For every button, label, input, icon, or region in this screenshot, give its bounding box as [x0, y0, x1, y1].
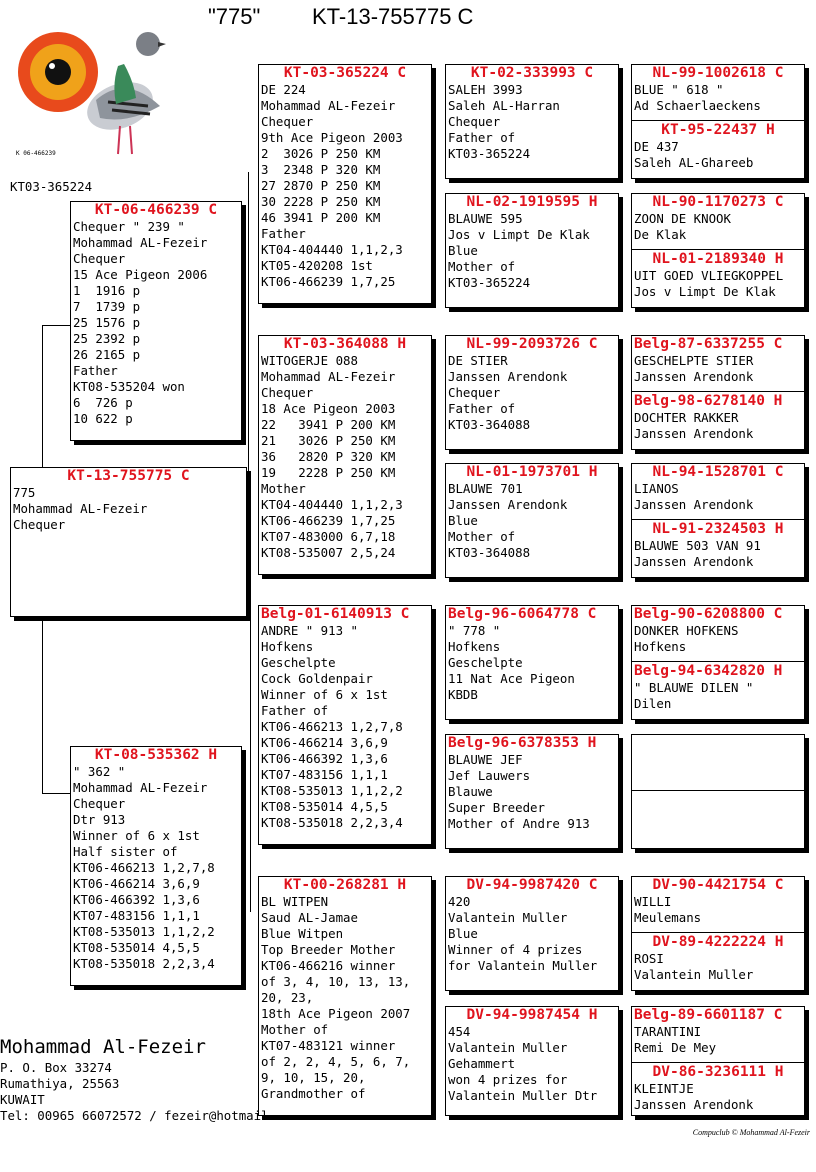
dam-line: Half sister of — [73, 844, 178, 859]
footer-credit: Compuclub © Mohammad Al-Fezeir — [692, 1128, 810, 1137]
g4-ring: NL-01-2189340 H — [652, 251, 784, 267]
g4-pair-box — [631, 335, 805, 450]
sd-line: 22 3941 P 200 KM — [261, 417, 396, 432]
g4-ring: NL-94-1528701 C — [652, 464, 784, 480]
g4-line: Saleh AL-Ghareeb — [634, 155, 754, 170]
g4-line: Dilen — [634, 696, 672, 711]
g4-ring: Belg-94-6342820 H — [634, 663, 783, 679]
ss-line: Chequer — [261, 114, 314, 129]
dam-line: KT08-535014 4,5,5 — [73, 940, 200, 955]
ddd-line: Valantein Muller Dtr — [448, 1088, 598, 1103]
sds-ring: NL-99-2093726 C — [466, 336, 598, 352]
g4-line: DOCHTER RAKKER — [634, 410, 739, 425]
pigeon-beak — [158, 42, 166, 47]
ss-line: 3 2348 P 320 KM — [261, 162, 381, 177]
dsd-ring: Belg-96-6378353 H — [448, 735, 597, 751]
ssd-line: BLAUWE 595 — [448, 211, 523, 226]
dd-pedigree-box — [258, 876, 432, 1116]
ds-line: Cock Goldenpair — [261, 671, 373, 686]
ddd-line: Valantein Muller — [448, 1040, 568, 1055]
sire-line: Chequer " 239 " — [73, 219, 185, 234]
dd-line: Top Breeder Mother — [261, 942, 396, 957]
photo-eye-label: K 06-466239 — [16, 150, 56, 157]
dam-pedigree-box — [70, 746, 242, 986]
sire-line: 10 622 p — [73, 411, 133, 426]
ss-line: DE 224 — [261, 82, 306, 97]
sss-line: KT03-365224 — [448, 146, 531, 161]
g4-pair-box — [631, 1006, 805, 1116]
ss-line: KT04-404440 1,1,2,3 — [261, 242, 403, 257]
dds-line: for Valantein Muller — [448, 958, 598, 973]
g4-line: Janssen Arendonk — [634, 426, 754, 441]
g4-line: Ad Schaerlaeckens — [634, 98, 761, 113]
dam-line: KT06-466214 3,6,9 — [73, 876, 200, 891]
g4-pair-box — [631, 64, 805, 179]
eye-highlight — [49, 63, 55, 69]
sdd-line: Janssen Arendonk — [448, 497, 568, 512]
dsd-line: Super Breeder — [448, 800, 545, 815]
pigeon-legs — [118, 126, 132, 154]
sd-line: Mohammad AL-Fezeir — [261, 369, 396, 384]
g4-ring: Belg-87-6337255 C — [634, 336, 783, 352]
g4-line: WILLI — [634, 894, 672, 909]
dd-line: Saud AL-Jamae — [261, 910, 358, 925]
sd-line: KT08-535007 2,5,24 — [261, 545, 396, 560]
g4-divider — [632, 790, 804, 791]
sd-line: 19 2228 P 250 KM — [261, 465, 396, 480]
ds-line: ANDRE " 913 " — [261, 623, 358, 638]
g4-line: TARANTINI — [634, 1024, 702, 1039]
sd-line: 36 2820 P 320 KM — [261, 449, 396, 464]
g4-ring: NL-91-2324503 H — [652, 521, 784, 537]
sd-line: 18 Ace Pigeon 2003 — [261, 401, 396, 416]
sire-line: 26 2165 p — [73, 347, 141, 362]
ss-line: 2 3026 P 250 KM — [261, 146, 381, 161]
dds-pedigree-box — [445, 876, 619, 991]
dsd-line: Mother of Andre 913 — [448, 816, 590, 831]
g4-line: DONKER HOFKENS — [634, 623, 739, 638]
sire-line: Mohammad AL-Fezeir — [73, 235, 208, 250]
dss-ring: Belg-96-6064778 C — [448, 606, 597, 622]
eye-pupil — [45, 59, 71, 85]
dds-line: Valantein Muller — [448, 910, 568, 925]
ds-line: KT06-466213 1,2,7,8 — [261, 719, 403, 734]
sss-line: SALEH 3993 — [448, 82, 523, 97]
g4-line: Janssen Arendonk — [634, 554, 754, 569]
sire-line: 25 2392 p — [73, 331, 141, 346]
sire-line: 6 726 p — [73, 395, 133, 410]
sd-line: KT07-483000 6,7,18 — [261, 529, 396, 544]
g4-line: Valantein Muller — [634, 967, 754, 982]
dd-line: 18th Ace Pigeon 2007 — [261, 1006, 411, 1021]
dd-line: of 2, 2, 4, 5, 6, 7, — [261, 1054, 411, 1069]
g4-line: Janssen Arendonk — [634, 497, 754, 512]
connector-gen2-top — [248, 172, 249, 472]
g4-divider — [632, 120, 804, 121]
connector-sire — [42, 325, 71, 326]
dds-ring: DV-94-9987420 C — [466, 877, 598, 893]
g4-divider — [632, 1062, 804, 1063]
ss-ring: KT-03-365224 C — [283, 65, 407, 81]
ds-line: Winner of 6 x 1st — [261, 687, 388, 702]
ds-line: KT06-466214 3,6,9 — [261, 735, 388, 750]
sire-line: 7 1739 p — [73, 299, 141, 314]
dss-pedigree-box — [445, 605, 619, 720]
dam-line: KT08-535018 2,2,3,4 — [73, 956, 215, 971]
sire-line: 25 1576 p — [73, 315, 141, 330]
dam-line: KT06-466392 1,3,6 — [73, 892, 200, 907]
sd-line: Mother — [261, 481, 306, 496]
pigeon-name-title: "775" — [208, 4, 261, 29]
sdd-ring: NL-01-1973701 H — [466, 464, 598, 480]
dds-line: Winner of 4 prizes — [448, 942, 583, 957]
ssd-line: KT03-365224 — [448, 275, 531, 290]
dds-line: Blue — [448, 926, 478, 941]
ssd-pedigree-box — [445, 193, 619, 308]
sdd-line: KT03-364088 — [448, 545, 531, 560]
dd-line: Mother of — [261, 1022, 329, 1037]
dd-line: Grandmother of — [261, 1086, 366, 1101]
g4-divider — [632, 661, 804, 662]
ds-line: Hofkens — [261, 639, 314, 654]
ss-line: Father — [261, 226, 306, 241]
subject-line: Mohammad AL-Fezeir — [13, 501, 148, 516]
sd-ring: KT-03-364088 H — [283, 336, 407, 352]
g4-line: GESCHELPTE STIER — [634, 353, 754, 368]
ddd-pedigree-box — [445, 1006, 619, 1116]
sdd-line: Mother of — [448, 529, 516, 544]
sds-line: Janssen Arendonk — [448, 369, 568, 384]
dss-line: 11 Nat Ace Pigeon — [448, 671, 575, 686]
sd-line: 21 3026 P 250 KM — [261, 433, 396, 448]
ds-line: Geschelpte — [261, 655, 336, 670]
dd-line: of 3, 4, 10, 13, 13, — [261, 974, 411, 989]
dd-line: 20, 23, — [261, 990, 314, 1005]
g4-pair-box — [631, 876, 805, 991]
ssd-line: Jos v Limpt De Klak — [448, 227, 590, 242]
sd-line: KT06-466239 1,7,25 — [261, 513, 396, 528]
ss-pedigree-box — [258, 64, 432, 304]
g4-line: Jos v Limpt De Klak — [634, 284, 776, 299]
sire-line: Father — [73, 363, 118, 378]
ds-ring: Belg-01-6140913 C — [261, 606, 410, 622]
g4-line: Hofkens — [634, 639, 687, 654]
sd-line: KT04-404440 1,1,2,3 — [261, 497, 403, 512]
sire-line: KT08-535204 won — [73, 379, 185, 394]
sire-pedigree-box — [70, 201, 242, 441]
g4-line: ROSI — [634, 951, 664, 966]
dss-line: Hofkens — [448, 639, 501, 654]
g4-ring: NL-90-1170273 C — [652, 194, 784, 210]
dd-line: 9, 10, 15, 20, — [261, 1070, 366, 1085]
g4-line: Meulemans — [634, 910, 702, 925]
g4-ring: Belg-98-6278140 H — [634, 393, 783, 409]
dam-line: Chequer — [73, 796, 126, 811]
dss-line: " 778 " — [448, 623, 501, 638]
dd-line: BL WITPEN — [261, 894, 329, 909]
ddd-line: won 4 prizes for — [448, 1072, 568, 1087]
sdd-line: BLAUWE 701 — [448, 481, 523, 496]
ss-line: KT05-420208 1st — [261, 258, 373, 273]
ds-line: KT08-535018 2,2,3,4 — [261, 815, 403, 830]
dam-line: Dtr 913 — [73, 812, 126, 827]
g4-ring: DV-89-4222224 H — [652, 934, 784, 950]
dam-line: KT06-466213 1,2,7,8 — [73, 860, 215, 875]
g4-divider — [632, 519, 804, 520]
g4-ring: DV-86-3236111 H — [652, 1064, 784, 1080]
g4-line: BLUE " 618 " — [634, 82, 724, 97]
sss-line: Chequer — [448, 114, 501, 129]
sdd-pedigree-box — [445, 463, 619, 578]
g4-line: Janssen Arendonk — [634, 1097, 754, 1112]
ds-line: KT06-466392 1,3,6 — [261, 751, 388, 766]
g4-line: DE 437 — [634, 139, 679, 154]
sds-pedigree-box — [445, 335, 619, 450]
g4-ring: KT-95-22437 H — [661, 122, 775, 138]
dsd-line: BLAUWE JEF — [448, 752, 523, 767]
dd-line: KT06-466216 winner — [261, 958, 396, 973]
dsd-line: Blauwe — [448, 784, 493, 799]
g4-line: UIT GOED VLIEGKOPPEL — [634, 268, 784, 283]
pigeon-ring-title: KT-13-755775 C — [312, 4, 474, 29]
owner-contact-line: Tel: 00965 66072572 / fezeir@hotmail. — [0, 1108, 277, 1123]
sire-line: 1 1916 p — [73, 283, 141, 298]
ddd-line: Gehammert — [448, 1056, 516, 1071]
sd-line: WITOGERJE 088 — [261, 353, 358, 368]
g4-divider — [632, 249, 804, 250]
dss-line: KBDB — [448, 687, 478, 702]
sdd-line: Blue — [448, 513, 478, 528]
g4-line: Remi De Mey — [634, 1040, 717, 1055]
ddd-ring: DV-94-9987454 H — [466, 1007, 598, 1023]
subject-line: Chequer — [13, 517, 66, 532]
dd-ring: KT-00-268281 H — [283, 877, 407, 893]
g4-ring: NL-99-1002618 C — [652, 65, 784, 81]
dam-ring: KT-08-535362 H — [94, 747, 218, 763]
g4-line: BLAUWE 503 VAN 91 — [634, 538, 761, 553]
sds-line: KT03-364088 — [448, 417, 531, 432]
g4-divider — [632, 391, 804, 392]
ds-line: KT08-535013 1,1,2,2 — [261, 783, 403, 798]
ds-line: KT07-483156 1,1,1 — [261, 767, 388, 782]
g4-line: KLEINTJE — [634, 1081, 694, 1096]
dd-line: KT07-483121 winner — [261, 1038, 396, 1053]
sd-line: Chequer — [261, 385, 314, 400]
ssd-line: Mother of — [448, 259, 516, 274]
g4-line: " BLAUWE DILEN " — [634, 680, 754, 695]
dam-line: KT07-483156 1,1,1 — [73, 908, 200, 923]
ssd-line: Blue — [448, 243, 478, 258]
sss-ring: KT-02-333993 C — [470, 65, 594, 81]
photo-caption: KT03-365224 — [10, 179, 93, 194]
g4-pair-box — [631, 463, 805, 578]
ddd-line: 454 — [448, 1024, 471, 1039]
pigeon-head — [136, 32, 160, 56]
owner-address-line: KUWAIT — [0, 1092, 45, 1107]
g4-line: Janssen Arendonk — [634, 369, 754, 384]
g4-pair-box — [631, 193, 805, 308]
g4-empty-pair-box — [631, 734, 805, 849]
ds-line: KT08-535014 4,5,5 — [261, 799, 388, 814]
g4-line: ZOON DE KNOOK — [634, 211, 731, 226]
g4-ring: Belg-89-6601187 C — [634, 1007, 783, 1023]
sire-line: 15 Ace Pigeon 2006 — [73, 267, 208, 282]
ssd-ring: NL-02-1919595 H — [466, 194, 598, 210]
ss-line: 27 2870 P 250 KM — [261, 178, 381, 193]
owner-name: Mohammad Al-Fezeir — [0, 1036, 206, 1058]
sss-line: Saleh AL-Harran — [448, 98, 560, 113]
ss-line: 46 3941 P 200 KM — [261, 210, 381, 225]
sds-line: Father of — [448, 401, 516, 416]
dss-line: Geschelpte — [448, 655, 523, 670]
owner-address-line: Rumathiya, 25563 — [0, 1076, 120, 1091]
subject-pedigree-box — [10, 467, 247, 617]
subject-ring: KT-13-755775 C — [67, 468, 190, 484]
g4-pair-box — [631, 605, 805, 720]
sire-line: Chequer — [73, 251, 126, 266]
ss-line: 30 2228 P 250 KM — [261, 194, 381, 209]
sds-line: DE STIER — [448, 353, 508, 368]
dam-line: KT08-535013 1,1,2,2 — [73, 924, 215, 939]
connector-gen2-bottom — [250, 612, 251, 912]
g4-line: LIANOS — [634, 481, 679, 496]
owner-address-line: P. O. Box 33274 — [0, 1060, 112, 1075]
dd-line: Blue Witpen — [261, 926, 344, 941]
sd-pedigree-box — [258, 335, 432, 575]
g4-ring: DV-90-4421754 C — [652, 877, 784, 893]
sss-pedigree-box — [445, 64, 619, 179]
pigeon-neck — [114, 64, 136, 104]
sss-line: Father of — [448, 130, 516, 145]
dam-line: Mohammad AL-Fezeir — [73, 780, 208, 795]
dsd-pedigree-box — [445, 734, 619, 849]
dam-line: Winner of 6 x 1st — [73, 828, 200, 843]
g4-divider — [632, 932, 804, 933]
ss-line: 9th Ace Pigeon 2003 — [261, 130, 403, 145]
dam-line: " 362 " — [73, 764, 126, 779]
g4-ring: Belg-90-6208800 C — [634, 606, 783, 622]
ds-pedigree-box — [258, 605, 432, 845]
sds-line: Chequer — [448, 385, 501, 400]
dds-line: 420 — [448, 894, 471, 909]
connector-dam — [42, 793, 71, 794]
g4-line: De Klak — [634, 227, 687, 242]
subject-line: 775 — [13, 485, 36, 500]
ss-line: Mohammad AL-Fezeir — [261, 98, 396, 113]
ss-line: KT06-466239 1,7,25 — [261, 274, 396, 289]
dsd-line: Jef Lauwers — [448, 768, 531, 783]
ds-line: Father of — [261, 703, 329, 718]
sire-ring: KT-06-466239 C — [94, 202, 218, 218]
